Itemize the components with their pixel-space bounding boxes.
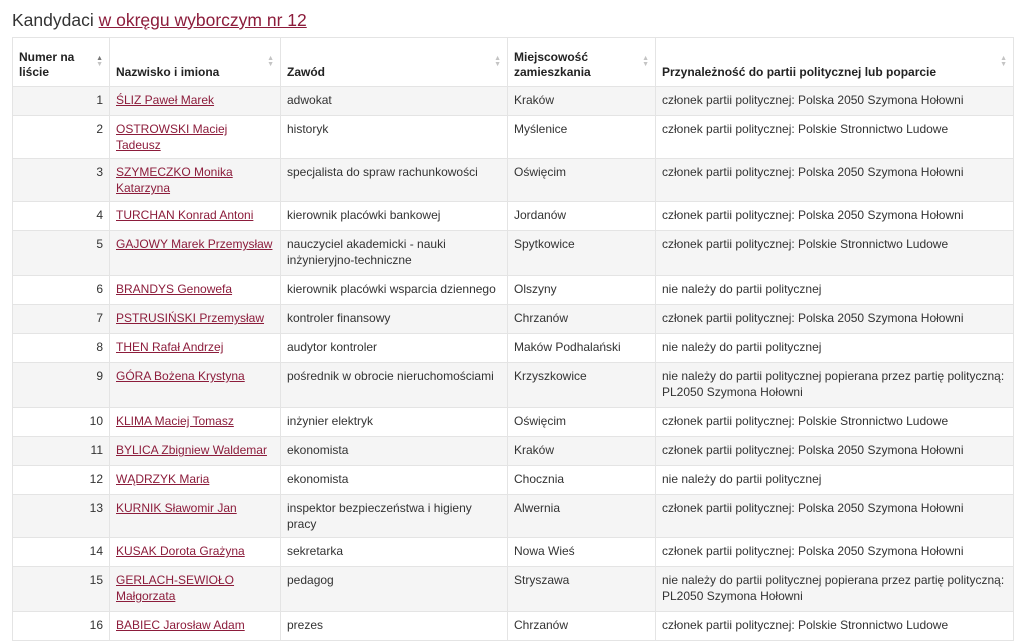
sort-arrows-icon: ▲ ▼ <box>267 55 274 68</box>
candidate-number: 2 <box>13 116 110 159</box>
table-row <box>13 159 1014 202</box>
candidate-occupation: pedagog <box>281 567 508 612</box>
table-row <box>13 305 1014 334</box>
candidate-party: członek partii politycznej: Polskie Stronnictwo Ludowe <box>656 612 1014 641</box>
sort-arrows-icon: ▲ ▼ <box>642 55 649 68</box>
candidate-occupation: kierownik placówki wsparcia dziennego <box>281 276 508 305</box>
table-row <box>13 612 1014 641</box>
candidate-occupation: inspektor bezpieczeństwa i higieny pracy <box>281 495 508 538</box>
candidate-number: 16 <box>13 612 110 641</box>
candidate-occupation: sekretarka <box>281 538 508 567</box>
candidate-residence: Oświęcim <box>508 408 656 437</box>
candidate-occupation: inżynier elektryk <box>281 408 508 437</box>
candidate-name-cell <box>110 87 281 116</box>
candidate-name-cell <box>110 334 281 363</box>
candidate-number: 12 <box>13 466 110 495</box>
candidate-party: nie należy do partii politycznej popierana przez partię polityczną: PL2050 Szymona Hołowni <box>656 363 1014 408</box>
candidate-number: 4 <box>13 202 110 231</box>
candidate-party: członek partii politycznej: Polskie Stronnictwo Ludowe <box>656 408 1014 437</box>
candidate-party: członek partii politycznej: Polska 2050 Szymona Hołowni <box>656 495 1014 538</box>
candidate-number: 3 <box>13 159 110 202</box>
candidate-party: nie należy do partii politycznej popierana przez partię polityczną: PL2050 Szymona Hołowni <box>656 567 1014 612</box>
candidate-name-cell <box>110 363 281 408</box>
candidate-party: członek partii politycznej: Polska 2050 Szymona Hołowni <box>656 202 1014 231</box>
candidate-name-cell <box>110 437 281 466</box>
candidate-name-link[interactable]: SZYMECZKO Monika Katarzyna <box>116 165 233 195</box>
candidate-name-cell <box>110 466 281 495</box>
candidate-name-cell <box>110 116 281 159</box>
candidate-occupation: audytor kontroler <box>281 334 508 363</box>
candidate-name-cell <box>110 276 281 305</box>
candidate-name-cell <box>110 202 281 231</box>
candidate-occupation: specjalista do spraw rachunkowości <box>281 159 508 202</box>
candidate-occupation: kierownik placówki bankowej <box>281 202 508 231</box>
candidate-name-link[interactable]: TURCHAN Konrad Antoni <box>116 208 254 222</box>
candidate-number: 14 <box>13 538 110 567</box>
column-header-residence[interactable]: Miejscowość zamieszkania ▲ ▼ <box>508 38 656 87</box>
table-row <box>13 538 1014 567</box>
candidate-occupation: kontroler finansowy <box>281 305 508 334</box>
candidate-number: 9 <box>13 363 110 408</box>
candidate-name-link[interactable]: BABIEC Jarosław Adam <box>116 618 245 632</box>
candidate-number: 8 <box>13 334 110 363</box>
candidate-name-link[interactable]: KURNIK Sławomir Jan <box>116 501 237 515</box>
candidate-party: nie należy do partii politycznej <box>656 334 1014 363</box>
candidate-residence: Maków Podhalański <box>508 334 656 363</box>
candidate-occupation: nauczyciel akademicki - nauki inżynieryjno-techniczne <box>281 231 508 276</box>
candidate-name-link[interactable]: GERLACH-SEWIOŁO Małgorzata <box>116 573 235 603</box>
candidate-name-link[interactable]: BYLICA Zbigniew Waldemar <box>116 443 267 457</box>
candidate-name-link[interactable]: THEN Rafał Andrzej <box>116 340 224 354</box>
candidate-name-cell <box>110 408 281 437</box>
candidates-section <box>12 8 1013 641</box>
candidate-name-link[interactable]: ŚLIZ Paweł Marek <box>116 93 215 107</box>
candidate-party: członek partii politycznej: Polska 2050 Szymona Hołowni <box>656 159 1014 202</box>
candidate-residence: Jordanów <box>508 202 656 231</box>
candidate-number: 11 <box>13 437 110 466</box>
candidate-occupation: historyk <box>281 116 508 159</box>
candidate-residence: Olszyny <box>508 276 656 305</box>
title-prefix: Kandydaci <box>12 10 99 30</box>
candidate-party: członek partii politycznej: Polskie Stronnictwo Ludowe <box>656 231 1014 276</box>
table-row <box>13 202 1014 231</box>
candidate-name-cell <box>110 231 281 276</box>
candidate-name-link[interactable]: GAJOWY Marek Przemysław <box>116 237 273 251</box>
candidate-occupation: ekonomista <box>281 437 508 466</box>
table-row <box>13 363 1014 408</box>
candidate-name-cell <box>110 159 281 202</box>
table-body <box>13 87 1014 641</box>
candidate-number: 1 <box>13 87 110 116</box>
candidate-name-link[interactable]: KLIMA Maciej Tomasz <box>116 414 234 428</box>
candidate-name-link[interactable]: WĄDRZYK Maria <box>116 472 210 486</box>
candidate-party: członek partii politycznej: Polska 2050 Szymona Hołowni <box>656 87 1014 116</box>
candidate-residence: Oświęcim <box>508 159 656 202</box>
candidate-name-cell <box>110 538 281 567</box>
candidate-occupation: pośrednik w obrocie nieruchomościami <box>281 363 508 408</box>
table-header-row <box>13 38 1014 87</box>
candidate-party: członek partii politycznej: Polska 2050 Szymona Hołowni <box>656 305 1014 334</box>
candidate-residence: Krzyszkowice <box>508 363 656 408</box>
sort-arrows-icon: ▲ ▼ <box>96 55 103 68</box>
table-row <box>13 437 1014 466</box>
candidate-name-cell <box>110 612 281 641</box>
candidate-residence: Myślenice <box>508 116 656 159</box>
candidate-party: członek partii politycznej: Polska 2050 Szymona Hołowni <box>656 437 1014 466</box>
candidate-residence: Alwernia <box>508 495 656 538</box>
table-row <box>13 276 1014 305</box>
table-row <box>13 495 1014 538</box>
table-row <box>13 87 1014 116</box>
column-header-occupation[interactable]: Zawód ▲ ▼ <box>281 38 508 87</box>
sort-arrows-icon: ▲ ▼ <box>1000 55 1007 68</box>
candidate-number: 13 <box>13 495 110 538</box>
candidate-residence: Stryszawa <box>508 567 656 612</box>
candidate-number: 10 <box>13 408 110 437</box>
candidate-party: członek partii politycznej: Polskie Stronnictwo Ludowe <box>656 116 1014 159</box>
candidate-number: 5 <box>13 231 110 276</box>
candidate-party: nie należy do partii politycznej <box>656 276 1014 305</box>
candidate-name-link[interactable]: KUSAK Dorota Grażyna <box>116 544 245 558</box>
candidate-occupation: ekonomista <box>281 466 508 495</box>
table-row <box>13 334 1014 363</box>
candidate-name-cell <box>110 305 281 334</box>
candidate-occupation: adwokat <box>281 87 508 116</box>
page-title <box>12 8 1013 37</box>
district-link[interactable]: w okręgu wyborczym nr 12 <box>98 10 307 30</box>
candidate-party: nie należy do partii politycznej <box>656 466 1014 495</box>
table-row <box>13 231 1014 276</box>
candidate-residence: Nowa Wieś <box>508 538 656 567</box>
column-header-name[interactable]: Nazwisko i imiona ▲ ▼ <box>110 38 281 87</box>
candidate-name-link[interactable]: BRANDYS Genowefa <box>116 282 233 296</box>
column-header-number[interactable]: Numer na liście ▲ ▼ <box>13 38 110 87</box>
column-header-party[interactable]: Przynależność do partii politycznej lub poparcie ▲ ▼ <box>656 38 1014 87</box>
candidate-residence: Kraków <box>508 437 656 466</box>
candidate-residence: Chrzanów <box>508 305 656 334</box>
sort-arrows-icon: ▲ ▼ <box>494 55 501 68</box>
candidate-name-link[interactable]: GÓRA Bożena Krystyna <box>116 369 245 383</box>
table-row <box>13 567 1014 612</box>
candidate-residence: Spytkowice <box>508 231 656 276</box>
candidate-name-link[interactable]: OSTROWSKI Maciej Tadeusz <box>116 122 228 152</box>
candidate-number: 15 <box>13 567 110 612</box>
candidates-table <box>12 37 1014 641</box>
candidate-occupation: prezes <box>281 612 508 641</box>
table-row <box>13 408 1014 437</box>
candidate-party: członek partii politycznej: Polska 2050 Szymona Hołowni <box>656 538 1014 567</box>
candidate-residence: Chocznia <box>508 466 656 495</box>
candidate-residence: Kraków <box>508 87 656 116</box>
candidate-name-cell <box>110 567 281 612</box>
table-row <box>13 116 1014 159</box>
table-row <box>13 466 1014 495</box>
candidate-residence: Chrzanów <box>508 612 656 641</box>
candidate-number: 6 <box>13 276 110 305</box>
candidate-number: 7 <box>13 305 110 334</box>
candidate-name-cell <box>110 495 281 538</box>
candidate-name-link[interactable]: PSTRUSIŃSKI Przemysław <box>116 311 265 325</box>
